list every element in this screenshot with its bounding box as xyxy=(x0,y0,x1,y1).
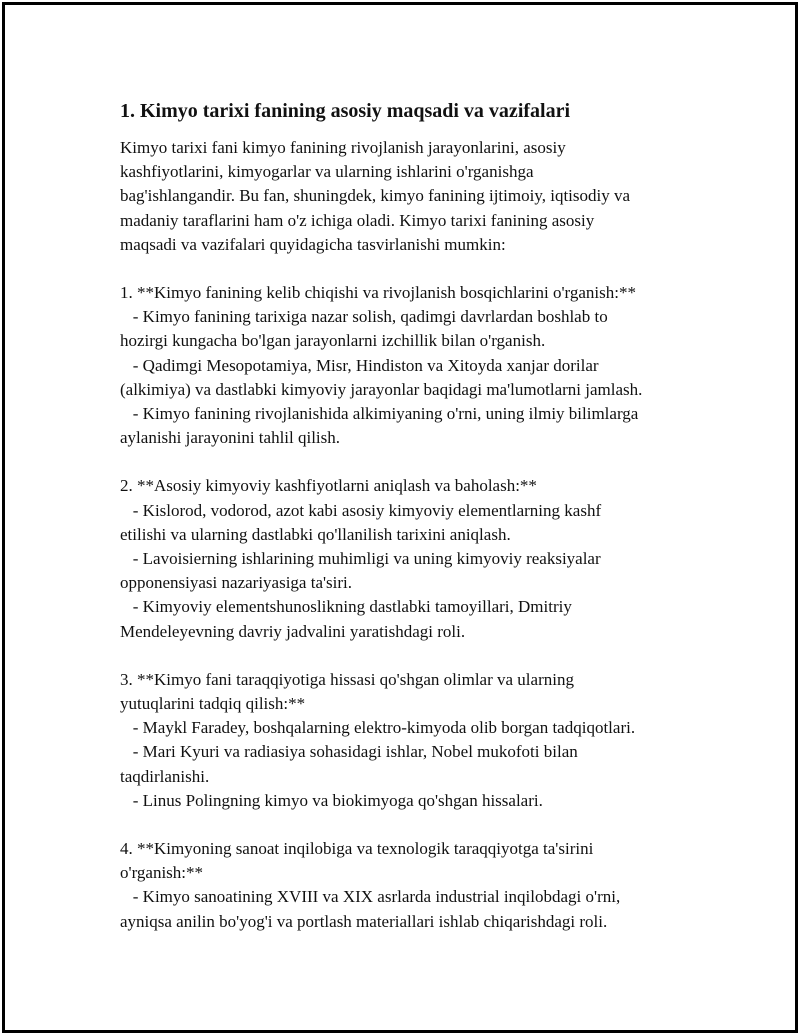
section-1: 1. **Kimyo fanining kelib chiqishi va rivojlanish bosqichlarini o'rganish:** - Kimyo fanining tarixiga nazar solish, qadimgi davrlardan boshlab to hozirgi kungacha bo'lgan jarayonlarni izchillik bilan o'rganish. - Qadimgi Mesopotamiya, Misr, Hindiston va Xitoyda xanjar dorilar (alkimiya) va dastlabki kimyoviy jarayonlar baqidagi ma'lumotlarni jamlash. - Kimyo fanining rivojlanishida alkimiyaning o'rni, uning ilmiy bilimlarga aylanishi jarayonini tahlil qilish. xyxy=(120,283,643,448)
document-page xyxy=(2,2,798,1033)
section-3: 3. **Kimyo fani taraqqiyotiga hissasi qo'shgan olimlar va ularning yutuqlarini tadqiq qilish:** - Maykl Faradey, boshqalarning elektro-kimyoda olib borgan tadqiqotlari. - Mari Kyuri va radiasiya sohasidagi ishlar, Nobel mukofoti bilan taqdirlanishi. - Linus Polingning kimyo va biokimyoga qo'shgan hissalari. xyxy=(120,669,636,810)
page-title: 1. Kimyo tarixi fanining asosiy maqsadi va vazifalari xyxy=(120,100,571,122)
intro-paragraph: Kimyo tarixi fani kimyo fanining rivojlanish jarayonlarini, asosiy kashfiyotlarini, kimyogarlar va ularning ishlarini o'rganishga bag'ishlangandir. Bu fan, shuningdek, kimyo fanining ijtimoiy, iqtisodiy va madaniy taraflarini ham o'z ichiga oladi. Kimyo tarixi fanining asosiy maqsadi va vazifalari quyidagicha tasvirlanishi mumkin: xyxy=(120,138,631,254)
section-2: 2. **Asosiy kimyoviy kashfiyotlarni aniqlash va baholash:** - Kislorod, vodorod, azot kabi asosiy kimyoviy elementlarning kashf etilishi va ularning dastlabki qo'llanilish tarixini aniqlash. - Lavoisierning ishlarining muhimligi va uning kimyoviy reaksiyalar opponensiyasi nazariyasiga ta'siri. - Kimyoviy elementshunoslikning dastlabki tamoyillari, Dmitriy Mendeleyevning davriy jadvalini yaratishdagi roli. xyxy=(120,476,602,641)
section-4: 4. **Kimyoning sanoat inqilobiga va texnologik taraqqiyotga ta'sirini o'rganish:** - Kimyo sanoatining XVIII va XIX asrlarda industrial inqilobdagi o'rni, ayniqsa anilin bo'yog'i va portlash materiallari ishlab chiqarishdagi roli. xyxy=(120,839,621,931)
document-body xyxy=(120,98,690,934)
